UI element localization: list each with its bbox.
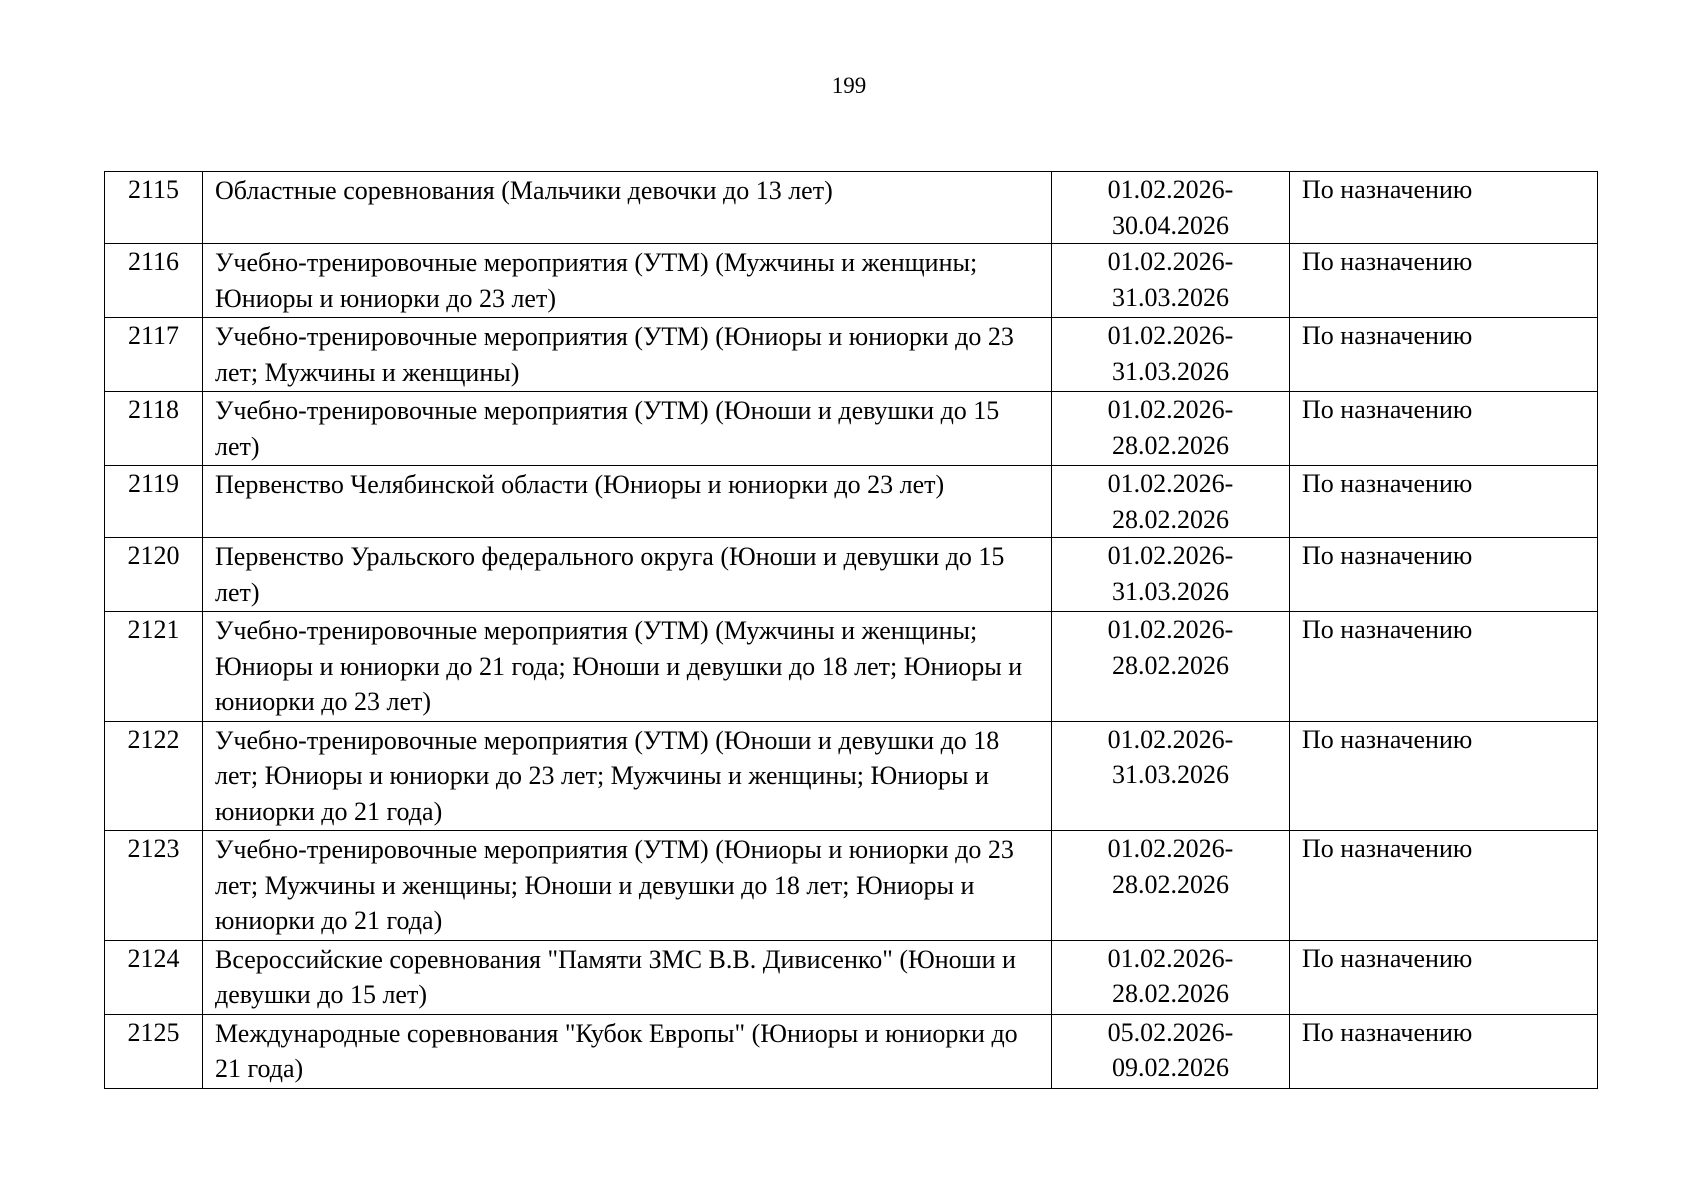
event-place: По назначению xyxy=(1290,940,1598,1014)
event-place: По назначению xyxy=(1290,466,1598,538)
page-number: 199 xyxy=(831,73,867,98)
events-table-body xyxy=(105,172,1598,1089)
table-row xyxy=(105,612,1598,722)
date-from: 01.02.2026- xyxy=(1107,175,1234,204)
date-from: 01.02.2026- xyxy=(1107,943,1234,973)
event-dates xyxy=(1052,940,1290,1014)
date-from: 01.02.2026- xyxy=(1107,321,1234,350)
event-name: Первенство Уральского федерального округа (Юноши и девушки до 15 лет) xyxy=(203,538,1052,612)
event-dates xyxy=(1052,612,1290,722)
event-name: Учебно-тренировочные мероприятия (УТМ) (Мужчины и женщины; Юниоры и юниорки до 21 года; Юноши и девушки до 18 лет; Юниоры и юниорки до 23 лет) xyxy=(203,612,1052,722)
row-number: 2121 xyxy=(105,612,203,722)
event-place: По назначению xyxy=(1290,538,1598,612)
table-row xyxy=(105,244,1598,318)
event-place: По назначению xyxy=(1290,721,1598,831)
table-row xyxy=(105,721,1598,831)
event-name: Всероссийские соревнования "Памяти ЗМС В.В. Дивисенко" (Юноши и девушки до 15 лет) xyxy=(203,940,1052,1014)
event-dates xyxy=(1052,1014,1290,1088)
row-number: 2118 xyxy=(105,392,203,466)
event-place: По назначению xyxy=(1290,172,1598,244)
event-place: По назначению xyxy=(1290,1014,1598,1088)
table-row xyxy=(105,831,1598,941)
event-place: По назначению xyxy=(1290,612,1598,722)
date-to: 28.02.2026 xyxy=(1112,869,1229,899)
date-to: 31.03.2026 xyxy=(1112,760,1229,789)
event-dates xyxy=(1052,244,1290,318)
date-to: 28.02.2026 xyxy=(1112,650,1229,680)
date-from: 01.02.2026- xyxy=(1107,615,1234,644)
date-from: 01.02.2026- xyxy=(1107,247,1234,276)
row-number: 2119 xyxy=(105,466,203,538)
date-from: 01.02.2026- xyxy=(1107,395,1234,424)
event-dates xyxy=(1052,172,1290,244)
date-from: 01.02.2026- xyxy=(1107,541,1234,570)
row-number: 2117 xyxy=(105,318,203,392)
table-row xyxy=(105,538,1598,612)
date-from: 01.02.2026- xyxy=(1107,724,1234,754)
event-name: Учебно-тренировочные мероприятия (УТМ) (Юниоры и юниорки до 23 лет; Мужчины и женщины; Юноши и девушки до 18 лет; Юниоры и юниорки до 21 года) xyxy=(203,831,1052,941)
table-row xyxy=(105,172,1598,244)
row-number: 2122 xyxy=(105,721,203,831)
event-place: По назначению xyxy=(1290,244,1598,318)
events-table xyxy=(104,171,1598,1089)
event-name: Первенство Челябинской области (Юниоры и юниорки до 23 лет) xyxy=(203,466,1052,538)
date-to: 28.02.2026 xyxy=(1112,430,1229,460)
event-dates xyxy=(1052,466,1290,538)
date-to: 09.02.2026 xyxy=(1112,1053,1229,1082)
date-from: 05.02.2026- xyxy=(1107,1017,1234,1047)
table-row xyxy=(105,392,1598,466)
date-to: 28.02.2026 xyxy=(1112,504,1229,534)
event-name: Международные соревнования "Кубок Европы" (Юниоры и юниорки до 21 года) xyxy=(203,1014,1052,1088)
row-number: 2124 xyxy=(105,940,203,1014)
table-row xyxy=(105,1014,1598,1088)
event-place: По назначению xyxy=(1290,831,1598,941)
row-number: 2123 xyxy=(105,831,203,941)
event-place: По назначению xyxy=(1290,318,1598,392)
row-number: 2115 xyxy=(105,172,203,244)
table-row xyxy=(105,940,1598,1014)
table-row xyxy=(105,318,1598,392)
table-row xyxy=(105,466,1598,538)
row-number: 2125 xyxy=(105,1014,203,1088)
date-to: 28.02.2026 xyxy=(1112,979,1229,1008)
event-name: Учебно-тренировочные мероприятия (УТМ) (Юноши и девушки до 15 лет) xyxy=(203,392,1052,466)
date-to: 31.03.2026 xyxy=(1112,576,1229,606)
row-number: 2120 xyxy=(105,538,203,612)
event-dates xyxy=(1052,831,1290,941)
date-to: 31.03.2026 xyxy=(1112,356,1229,386)
date-to: 31.03.2026 xyxy=(1112,282,1229,312)
date-from: 01.02.2026- xyxy=(1107,834,1234,863)
date-from: 01.02.2026- xyxy=(1107,469,1234,498)
event-dates xyxy=(1052,721,1290,831)
date-to: 30.04.2026 xyxy=(1112,210,1229,240)
event-name: Областные соревнования (Мальчики девочки до 13 лет) xyxy=(203,172,1052,244)
event-name: Учебно-тренировочные мероприятия (УТМ) (Юниоры и юниорки до 23 лет; Мужчины и женщины) xyxy=(203,318,1052,392)
event-place: По назначению xyxy=(1290,392,1598,466)
event-name: Учебно-тренировочные мероприятия (УТМ) (Юноши и девушки до 18 лет; Юниоры и юниорки до 23 лет; Мужчины и женщины; Юниоры и юниорки до 21 года) xyxy=(203,721,1052,831)
event-dates xyxy=(1052,392,1290,466)
row-number: 2116 xyxy=(105,244,203,318)
event-dates xyxy=(1052,318,1290,392)
event-dates xyxy=(1052,538,1290,612)
event-name: Учебно-тренировочные мероприятия (УТМ) (Мужчины и женщины; Юниоры и юниорки до 23 лет) xyxy=(203,244,1052,318)
